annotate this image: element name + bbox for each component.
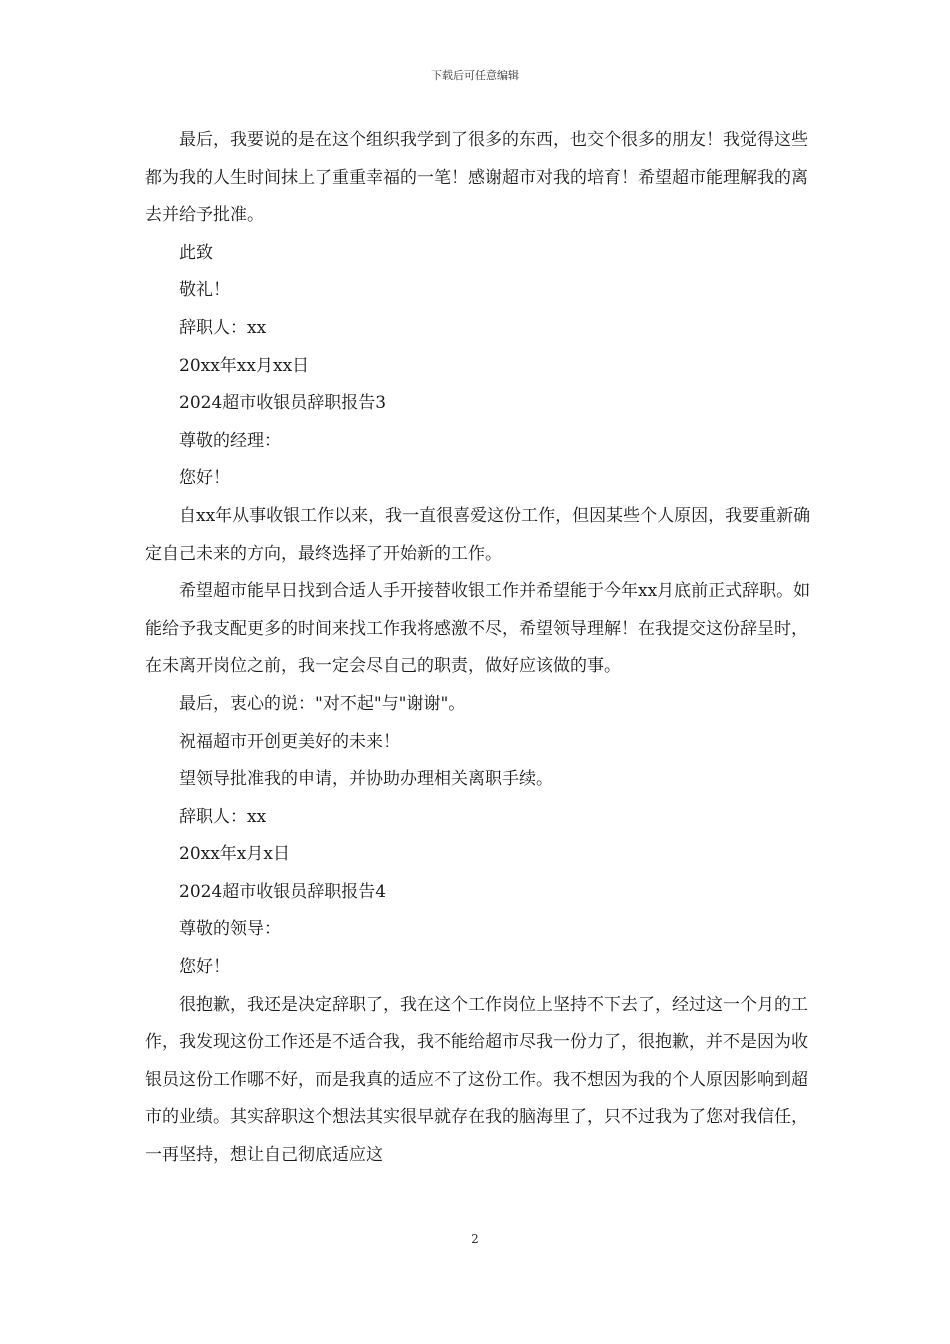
paragraph: 望领导批准我的申请，并协助办理相关离职手续。 xyxy=(179,769,553,790)
page-number: 2 xyxy=(471,1232,479,1246)
paragraph: 20xx年xx月xx日 xyxy=(179,355,310,376)
section-title: 2024超市收银员辞职报告3 xyxy=(179,393,387,414)
section-title: 2024超市收银员辞职报告4 xyxy=(179,881,387,902)
paragraph: 辞职人：xx xyxy=(179,806,267,827)
paragraph: 此致 xyxy=(179,242,213,263)
page-header: 下载后可任意编辑 xyxy=(431,69,519,82)
paragraph: 20xx年x月x日 xyxy=(179,844,290,865)
paragraph: 祝福超市开创更美好的未来！ xyxy=(179,731,400,752)
greeting: 您好！ xyxy=(179,957,230,978)
salutation: 尊敬的领导： xyxy=(179,919,281,940)
paragraph: 自xx年从事收银工作以来，我一直很喜爱这份工作，但因某些个人原因，我要重新确定自己未来的方向，最终选择了开始新的工作。 xyxy=(145,505,811,564)
paragraph: 最后，衷心的说："对不起"与"谢谢"。 xyxy=(179,693,466,714)
paragraph: 敬礼！ xyxy=(179,280,230,301)
salutation: 尊敬的经理： xyxy=(179,430,281,451)
document-body xyxy=(145,122,813,1175)
paragraph: 希望超市能早日找到合适人手开接替收银工作并希望能于今年xx月底前正式辞职。如能给予我支配更多的时间来找工作我将感激不尽，希望领导理解！在我提交这份辞呈时，在未离开岗位之前，我一定会尽自己的职责，做好应该做的事。 xyxy=(145,581,811,677)
paragraph: 最后，我要说的是在这个组织我学到了很多的东西，也交个很多的朋友！我觉得这些都为我的人生时间抹上了重重幸福的一笔！感谢超市对我的培育！希望超市能理解我的离去并给予批准。 xyxy=(145,130,808,226)
paragraph: 很抱歉，我还是决定辞职了，我在这个工作岗位上坚持不下去了，经过这一个月的工作，我发现这份工作还是不适合我，我不能给超市尽我一份力了，很抱歉，并不是因为收银员这份工作哪不好，而是我真的适应不了这份工作。我不想因为我的个人原因影响到超市的业绩。其实辞职这个想法其实很早就存在我的脑海里了，只不过我为了您对我信任，一再坚持，想让自己彻底适应这 xyxy=(145,994,808,1166)
paragraph: 辞职人：xx xyxy=(179,317,267,338)
greeting: 您好！ xyxy=(179,468,230,489)
